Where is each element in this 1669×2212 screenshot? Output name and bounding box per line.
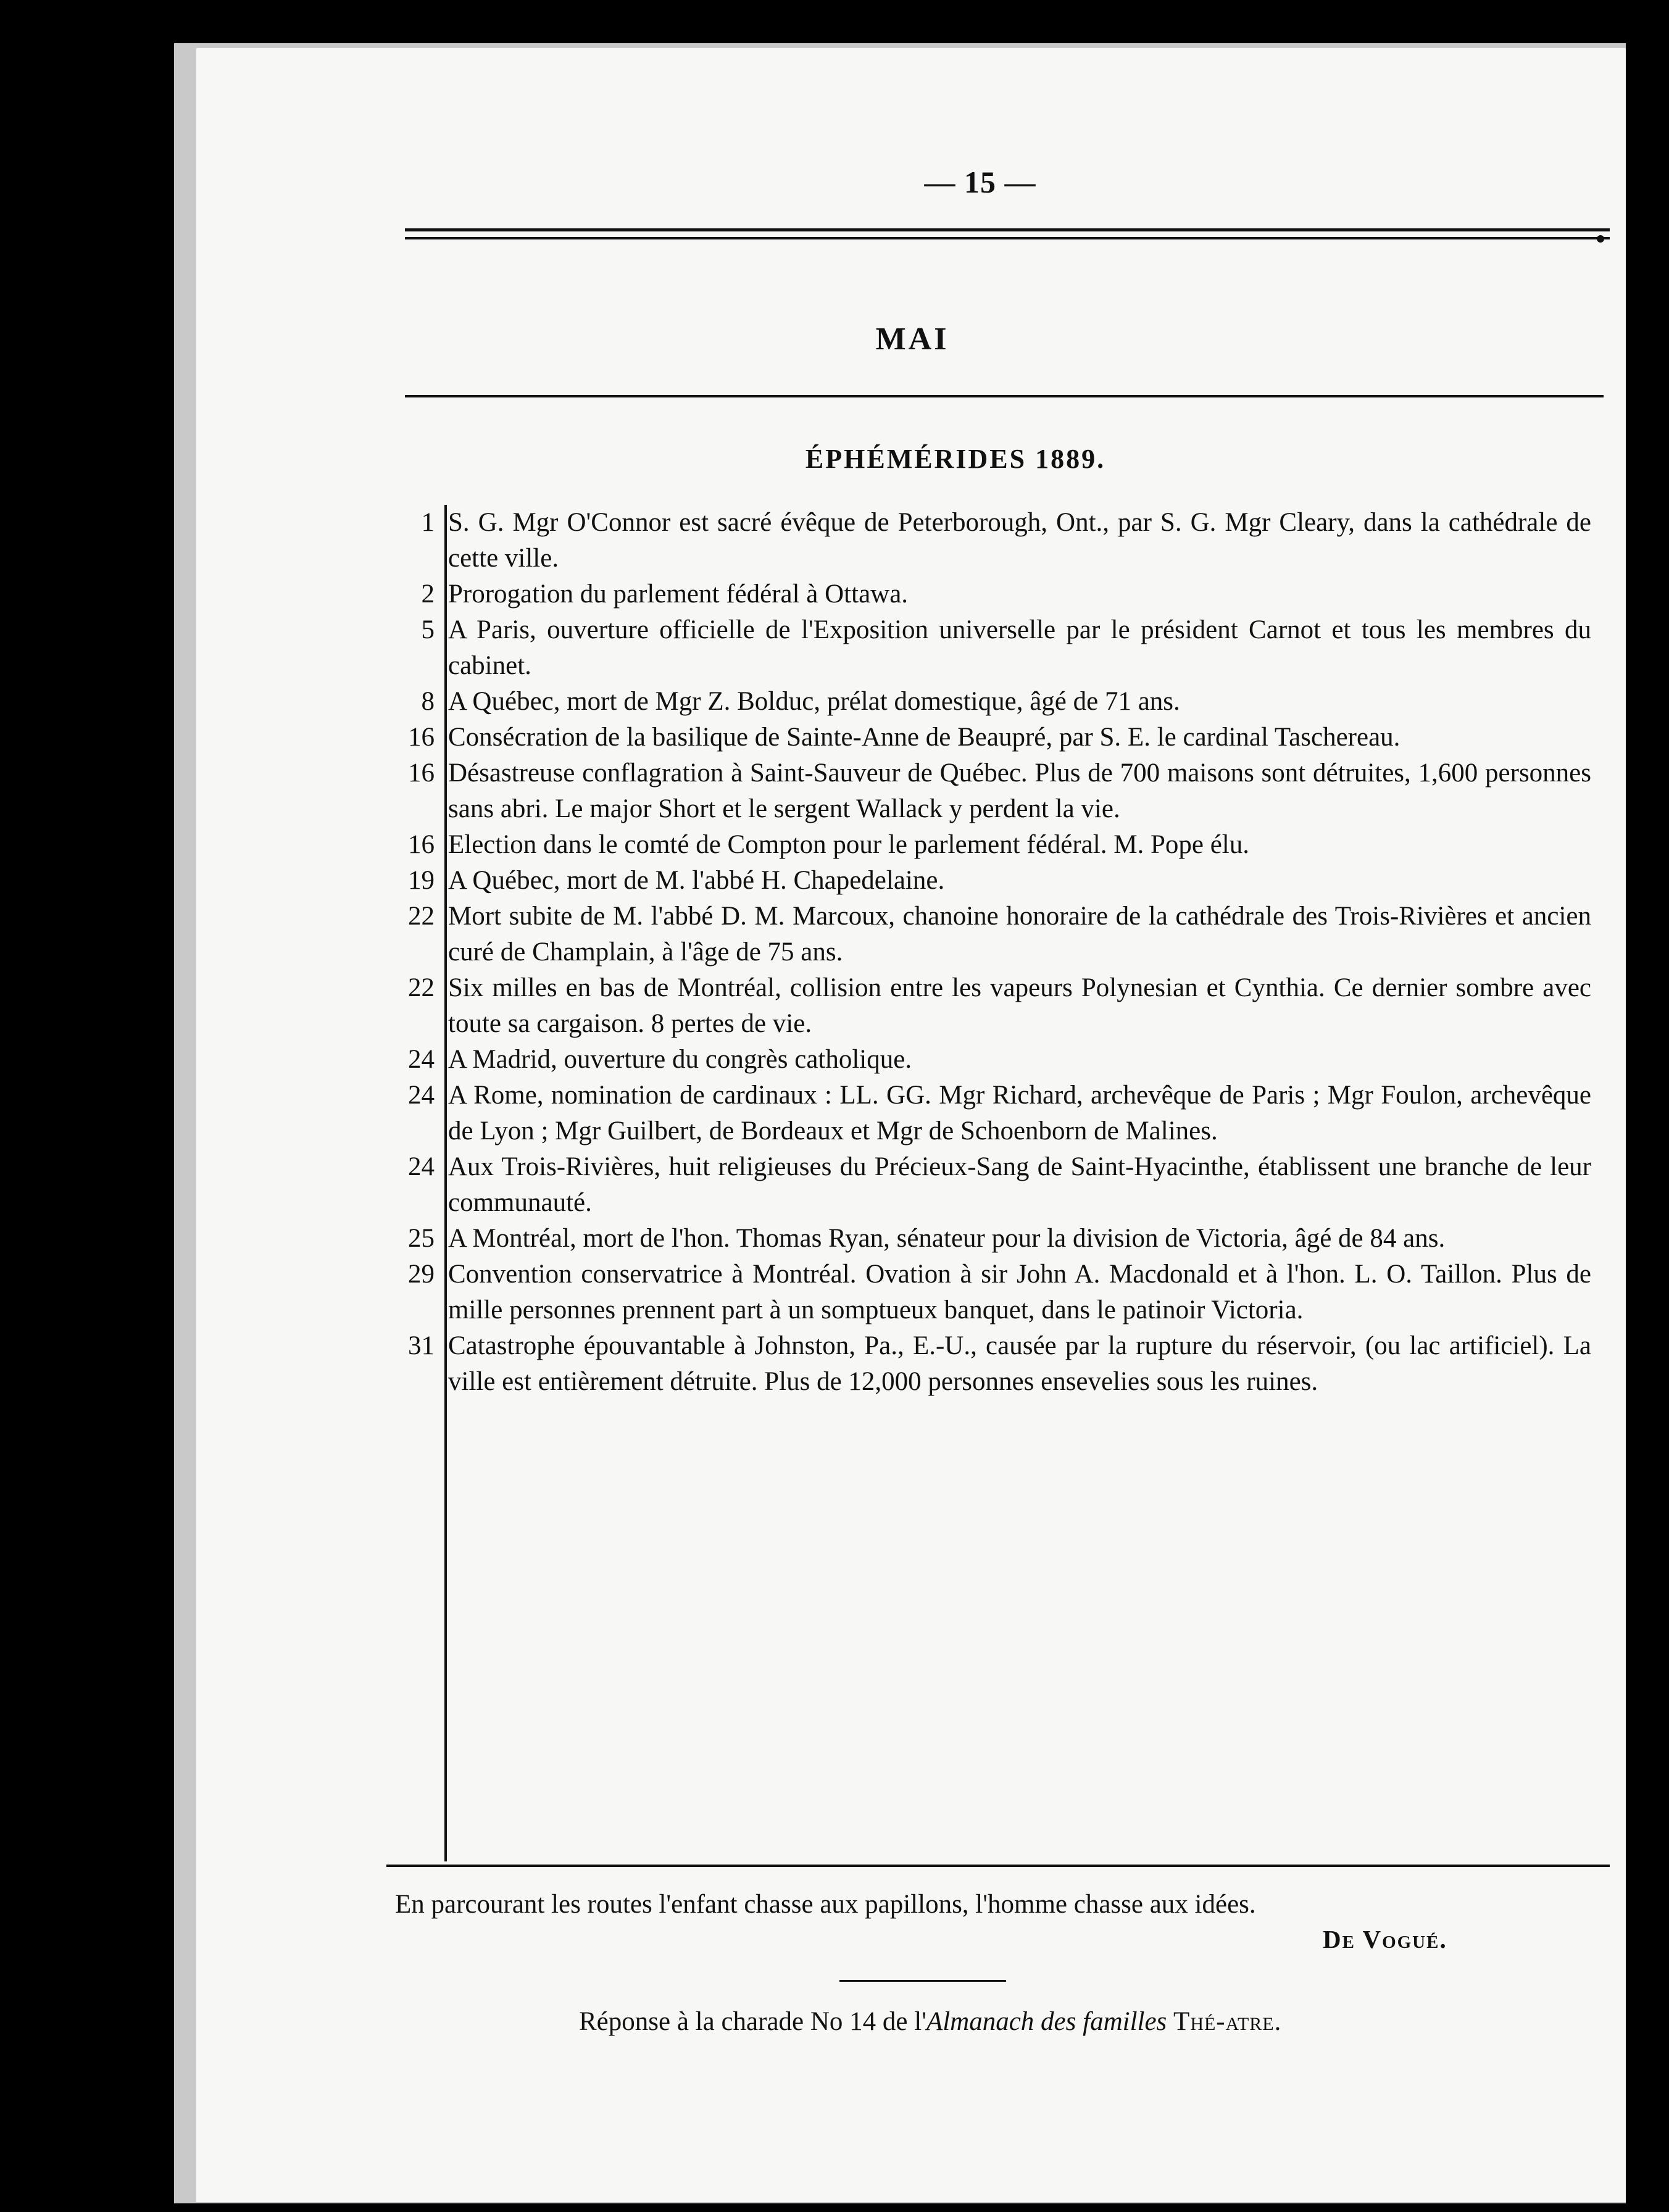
entry-text: A Québec, mort de M. l'abbé H. Chapedelaine. [448, 866, 945, 895]
list-item [377, 1078, 1605, 1149]
entry-day: 8 [421, 687, 435, 716]
entry-day: 24 [408, 1152, 435, 1181]
list-item [377, 755, 1605, 827]
entry-text: Prorogation du parlement fédéral à Ottawa. [448, 580, 909, 609]
date-column-divider [444, 505, 447, 1861]
entry-day: 16 [408, 723, 435, 752]
entry-text: S. G. Mgr O'Connor est sacré évêque de Peterborough, Ont., par S. G. Mgr Cleary, dans la cathédrale de cette ville. [448, 508, 1591, 573]
entry-text: Convention conservatrice à Montréal. Ovation à sir John A. Macdonald et à l'hon. L. O. Taillon. Plus de mille personnes prennent part à un somptueux banquet, dans le patinoir Victoria. [448, 1260, 1591, 1324]
top-rule-end-dot [1597, 235, 1604, 243]
list-item [377, 576, 1605, 612]
section-title: ÉPHÉMÉRIDES 1889. [805, 444, 1106, 474]
entry-text: A Paris, ouverture officielle de l'Exposition universelle par le président Carnot et tous les membres du cabinet. [448, 615, 1591, 680]
entry-text: A Montréal, mort de l'hon. Thomas Ryan, sénateur pour la division de Victoria, âgé de 84 ans. [448, 1224, 1446, 1253]
entry-text: Aux Trois-Rivières, huit religieuses du Précieux-Sang de Saint-Hyacinthe, établissent une branche de leur communauté. [448, 1152, 1591, 1217]
list-item [377, 1257, 1605, 1328]
entry-text: A Madrid, ouverture du congrès catholique. [448, 1045, 912, 1074]
list-item [377, 1328, 1605, 1400]
top-double-rule-upper [405, 228, 1610, 231]
list-item [377, 970, 1605, 1042]
entry-text: Catastrophe épouvantable à Johnston, Pa., E.-U., causée par la rupture du réservoir, (ou lac artificiel). La ville est entièrement détruite. Plus de 12,000 personnes ensevelies sous les ruines. [448, 1331, 1591, 1396]
quote-text: En parcourant les routes l'enfant chasse aux papillons, l'homme chasse aux idées. [395, 1890, 1256, 1919]
entry-day: 22 [408, 973, 435, 1002]
entry-day: 25 [408, 1224, 435, 1253]
entry-day: 1 [421, 508, 435, 537]
short-separator-rule [839, 1980, 1006, 1982]
entry-text: A Rome, nomination de cardinaux : LL. GG. Mgr Richard, archevêque de Paris ; Mgr Foulon, archevêque de Lyon ; Mgr Guilbert, de Bordeaux et Mgr de Schoenborn de Malines. [448, 1081, 1591, 1146]
month-title: MAI [875, 322, 949, 357]
list-item [377, 827, 1605, 863]
entry-day: 24 [408, 1045, 435, 1074]
list-item [377, 505, 1605, 576]
entry-day: 19 [408, 866, 435, 895]
month-separator-rule [405, 395, 1604, 397]
list-item [377, 899, 1605, 970]
list-item [377, 684, 1605, 720]
entry-day: 5 [421, 615, 435, 644]
entry-day: 22 [408, 902, 435, 931]
charade-answer [579, 2005, 1669, 2039]
entry-text: A Québec, mort de Mgr Z. Bolduc, prélat domestique, âgé de 71 ans. [448, 687, 1180, 716]
list-item [377, 612, 1605, 684]
ephemerides-list [377, 505, 1605, 1869]
entry-text: Désastreuse conflagration à Saint-Sauveur de Québec. Plus de 700 maisons sont détruites, 1,600 personnes sans abri. Le major Short et le sergent Wallack y perdent la vie. [448, 759, 1591, 823]
entry-day: 16 [408, 759, 435, 788]
page-number: — 15 — [924, 165, 1036, 199]
document-page [196, 48, 1641, 2202]
top-double-rule-lower [405, 237, 1610, 239]
entry-day: 31 [408, 1331, 435, 1360]
entry-text: Mort subite de M. l'abbé D. M. Marcoux, chanoine honoraire de la cathédrale des Trois-Rivières et ancien curé de Champlain, à l'âge de 75 ans. [448, 902, 1591, 967]
right-scan-border [1626, 25, 1669, 2212]
answer-solution: Thé-atre. [1173, 2007, 1282, 2036]
list-bottom-rule [386, 1865, 1610, 1867]
entry-day: 16 [408, 830, 435, 859]
entry-day: 24 [408, 1081, 435, 1110]
list-item [377, 720, 1605, 755]
list-item [377, 1149, 1605, 1221]
list-item [377, 1221, 1605, 1257]
almanach-title: Almanach des familles [926, 2007, 1167, 2036]
entry-text: Consécration de la basilique de Sainte-Anne de Beaupré, par S. E. le cardinal Taschereau. [448, 723, 1401, 752]
entry-text: Election dans le comté de Compton pour le parlement fédéral. M. Pope élu. [448, 830, 1249, 859]
entry-day: 2 [421, 580, 435, 609]
entry-day: 29 [408, 1260, 435, 1289]
entry-text: Six milles en bas de Montréal, collision entre les vapeurs Polynesian et Cynthia. Ce dernier sombre avec toute sa cargaison. 8 pertes de vie. [448, 973, 1591, 1038]
answer-prefix: Réponse à la charade No 14 de l' [579, 2007, 926, 2036]
quote-author: De Vogué. [1323, 1925, 1447, 1953]
list-item [377, 863, 1605, 899]
list-item [377, 1042, 1605, 1078]
